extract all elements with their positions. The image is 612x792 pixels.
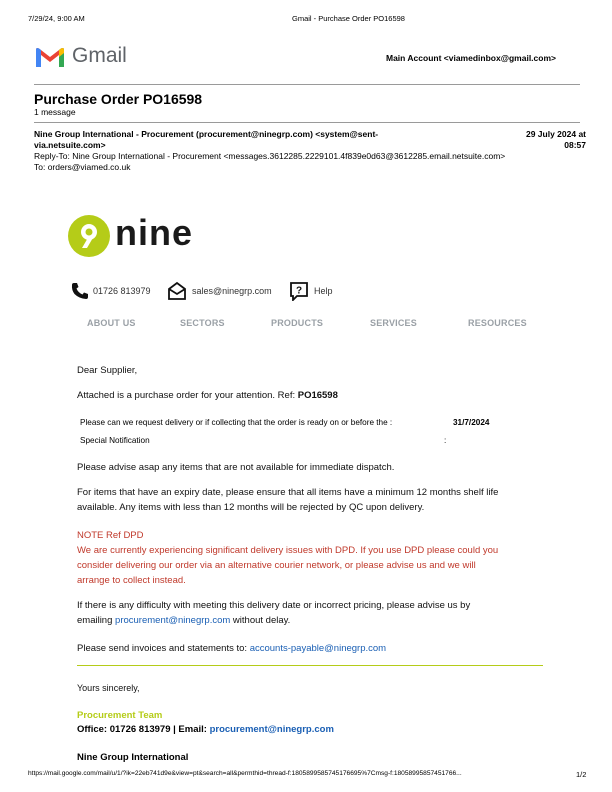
sender-line-cont: via.netsuite.com> xyxy=(34,140,106,150)
nav-products[interactable]: PRODUCTS xyxy=(271,318,324,328)
greeting: Dear Supplier, xyxy=(77,365,138,376)
difficulty-line-1: If there is any difficulty with meeting this delivery date or incorrect pricing, please advise us by xyxy=(77,600,471,611)
account-label: Main Account <viamedinbox@gmail.com> xyxy=(386,53,556,63)
expiry-line-2: available. Any items with less than 12 months will be rejected by QC upon delivery. xyxy=(77,502,425,513)
svg-text:?: ? xyxy=(295,285,303,297)
attached-text: Attached is a purchase order for your attention. Ref: xyxy=(77,390,298,401)
invoice-prefix: Please send invoices and statements to: xyxy=(77,643,250,654)
special-notification-label: Special Notification xyxy=(80,436,150,445)
difficulty-prefix: emailing xyxy=(77,615,116,626)
signature-team: Procurement Team xyxy=(77,710,163,721)
nav-resources[interactable]: RESOURCES xyxy=(468,318,527,328)
nav-services[interactable]: SERVICES xyxy=(370,318,417,328)
reply-to-line: Reply-To: Nine Group International - Procurement <messages.3612285.2229101.4f839e0d63@3612285.email.netsuite.com> xyxy=(34,151,506,161)
print-title: Gmail - Purchase Order PO16598 xyxy=(292,14,405,23)
message-count: 1 message xyxy=(34,107,76,117)
signature-email-link[interactable]: procurement@ninegrp.com xyxy=(209,724,334,735)
to-line: To: orders@viamed.co.uk xyxy=(34,162,131,172)
accounts-payable-link[interactable]: accounts-payable@ninegrp.com xyxy=(249,643,387,654)
help-icon xyxy=(289,281,309,301)
contact-email-link[interactable]: sales@ninegrp.com xyxy=(192,286,272,296)
note-line-3: arrange to collect instead. xyxy=(77,575,186,586)
green-divider xyxy=(77,665,543,666)
divider xyxy=(34,84,580,85)
sender-line: Nine Group International - Procurement (procurement@ninegrp.com) <system@sent- xyxy=(34,129,379,139)
note-title: NOTE Ref DPD xyxy=(77,530,144,541)
signature-office xyxy=(77,724,334,735)
nine-logo-icon xyxy=(67,214,111,258)
note-line-2: consider delivering our order via an alternative courier network, or please advise us and we will xyxy=(77,560,476,571)
envelope-icon xyxy=(167,281,187,301)
gmail-wordmark: Gmail xyxy=(72,44,127,67)
print-datetime: 7/29/24, 9:00 AM xyxy=(28,14,85,23)
signature-company: Nine Group International xyxy=(77,752,189,763)
print-url: https://mail.google.com/mail/u/1/?ik=22eb741d9e&view=pt&search=all&permthid=thread-f:1805899585745176695%7Cmsg-f:18058995857451766... xyxy=(28,770,462,777)
delivery-request: Please can we request delivery or if collecting that the order is ready on or before the : xyxy=(80,418,393,427)
delivery-date: 31/7/2024 xyxy=(453,418,490,427)
page-number: 1/2 xyxy=(576,770,587,779)
nav-sectors[interactable]: SECTORS xyxy=(180,318,225,328)
special-notification-colon: : xyxy=(444,436,447,445)
difficulty-line-2 xyxy=(77,613,290,628)
expiry-line-1: For items that have an expiry date, please ensure that all items have a minimum 12 months shelf life xyxy=(77,487,499,498)
message-time: 08:57 xyxy=(564,140,586,150)
message-date: 29 July 2024 at xyxy=(525,129,586,139)
invoice-line xyxy=(77,641,386,656)
attached-line xyxy=(77,388,338,403)
nine-wordmark: nine xyxy=(115,212,194,253)
contact-phone: 01726 813979 xyxy=(93,286,151,296)
note-line-1: We are currently experiencing significant delivery issues with DPD. If you use DPD please could you xyxy=(77,545,499,556)
divider xyxy=(34,122,580,123)
gmail-logo-icon xyxy=(34,45,66,69)
po-reference: PO16598 xyxy=(297,390,338,401)
signature-office-text: Office: 01726 813979 | Email: xyxy=(77,724,210,735)
phone-icon xyxy=(70,281,90,301)
sincerely: Yours sincerely, xyxy=(77,683,140,693)
difficulty-suffix: without delay. xyxy=(230,615,291,626)
procurement-email-link[interactable]: procurement@ninegrp.com xyxy=(115,615,231,626)
advise-line: Please advise asap any items that are not available for immediate dispatch. xyxy=(77,462,395,473)
thread-subject: Purchase Order PO16598 xyxy=(34,91,203,107)
nav-about-us[interactable]: ABOUT US xyxy=(87,318,136,328)
help-link[interactable]: Help xyxy=(314,286,333,296)
